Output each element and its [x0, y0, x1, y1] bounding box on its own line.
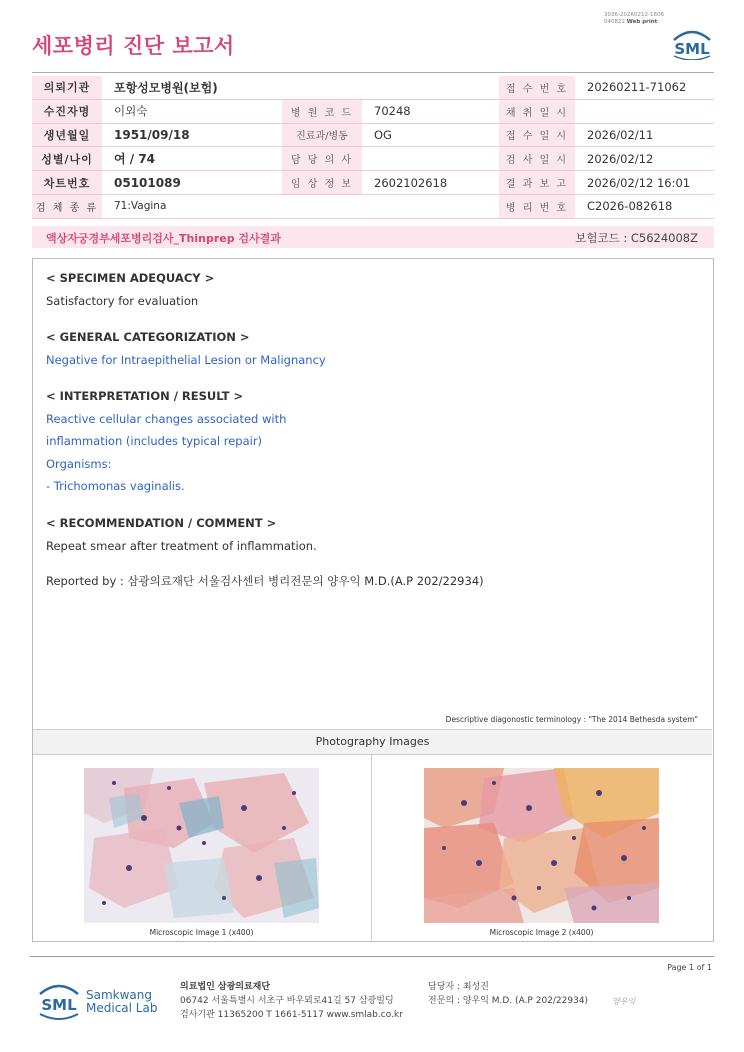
- header-divider: [32, 72, 714, 73]
- info-row: [32, 194, 714, 218]
- sml-footer-logo-icon: [36, 978, 82, 1026]
- label-report-date: 결 과 보 고: [499, 171, 575, 195]
- signature: 양우익: [612, 997, 636, 1006]
- org-name: 의료법인 삼광의료재단: [180, 982, 271, 992]
- terminology-note: Descriptive diagonostic terminology : "The 2014 Bethesda system": [445, 715, 698, 724]
- interpretation-line: - Trichomonas vaginalis.: [46, 479, 185, 493]
- interpretation-heading: < INTERPRETATION / RESULT >: [46, 389, 244, 403]
- insurance-code: 보험코드 : C5624008Z: [575, 231, 698, 245]
- value-birthdate: 1951/09/18: [102, 123, 282, 147]
- info-row: [32, 99, 714, 123]
- print-label: Web print: [626, 19, 658, 25]
- footer-logo-text: SML: [41, 996, 77, 1014]
- label-accession-no: 접 수 번 호: [499, 76, 575, 99]
- brand-name-line2: Medical Lab: [86, 1001, 158, 1015]
- logo-text: SML: [674, 40, 710, 58]
- label-test-date: 검 사 일 시: [499, 147, 575, 171]
- label-patient-name: 수진자명: [32, 99, 102, 123]
- value-accession-no: 20260211-71062: [575, 76, 714, 99]
- value-hospital-code: 70248: [362, 99, 499, 123]
- label-pathology-no: 병 리 번 호: [499, 194, 575, 218]
- value-doctor: [362, 147, 499, 171]
- org-address: 06742 서울특별시 서초구 바우뫼로41길 57 삼광빌딩: [180, 996, 394, 1006]
- label-requester: 의뢰기관: [32, 76, 102, 99]
- recommendation-text: Repeat smear after treatment of inflammation.: [46, 539, 317, 553]
- label-clinical-info: 임 상 정 보: [282, 171, 362, 195]
- image-caption-2: Microscopic Image 2 (x400): [489, 928, 594, 937]
- org-contact: 검사기관 11365200 T 1661-5117 www.smlab.co.kr: [180, 1010, 403, 1020]
- microscopic-image-2: [424, 768, 659, 923]
- footer-org-info: [180, 980, 403, 1022]
- footer-staff-info: [428, 980, 588, 1008]
- footer-brand: [86, 989, 157, 1015]
- label-collection-date: 채 취 일 시: [499, 99, 575, 123]
- value-test-date: 2026/02/12: [575, 147, 714, 171]
- label-department: 진료과/병동: [282, 123, 362, 147]
- brand-name-line1: Samkwang: [86, 988, 152, 1002]
- label-chart-no: 차트번호: [32, 171, 102, 195]
- adequacy-text: Satisfactory for evaluation: [46, 294, 199, 308]
- page-number: Page 1 of 1: [667, 963, 712, 972]
- photo-divider: [371, 754, 372, 940]
- adequacy-heading: < SPECIMEN ADEQUACY >: [46, 271, 215, 285]
- label-specimen-type: 검 체 종 류: [32, 194, 102, 218]
- reported-by: Reported by : 삼광의료재단 서울검사센터 병리전문의 양우익 M.D.(A.P 202/22934): [46, 574, 484, 588]
- specialist: 전문의 : 양우익 M.D. (A.P 202/22934): [428, 996, 589, 1006]
- recommendation-heading: < RECOMMENDATION / COMMENT >: [46, 516, 277, 530]
- sml-logo-icon: [668, 26, 716, 60]
- patient-info-table: [32, 76, 714, 219]
- report-title: 세포병리 진단 보고서: [32, 34, 235, 58]
- category-text: Negative for Intraepithelial Lesion or Malignancy: [46, 353, 326, 367]
- label-sex-age: 성별/나이: [32, 147, 102, 171]
- interpretation-line: inflammation (includes typical repair): [46, 434, 263, 448]
- value-clinical-info: 2602102618: [362, 171, 499, 195]
- value-requester: 포항성모병원(보험): [102, 76, 499, 99]
- info-row: [32, 171, 714, 195]
- value-collection-date: [575, 99, 714, 123]
- print-code-line2: 040822: [604, 19, 625, 25]
- info-row: [32, 123, 714, 147]
- value-patient-name: 이외숙: [102, 99, 282, 123]
- value-pathology-no: C2026-082618: [575, 194, 714, 218]
- exam-title: 액상자궁경부세포병리검사_Thinprep 검사결과: [46, 232, 281, 245]
- label-birthdate: 생년월일: [32, 123, 102, 147]
- interpretation-line: Organisms:: [46, 457, 112, 471]
- photography-header: Photography Images: [33, 729, 712, 755]
- value-chart-no: 05101089: [102, 171, 282, 195]
- manager: 담당자 : 최성진: [428, 982, 489, 992]
- value-sex-age: 여 / 74: [102, 147, 282, 171]
- image-caption-1: Microscopic Image 1 (x400): [149, 928, 254, 937]
- label-hospital-code: 병 원 코 드: [282, 99, 362, 123]
- print-code: [604, 12, 684, 26]
- label-receipt-date: 접 수 일 시: [499, 123, 575, 147]
- value-report-date: 2026/02/12 16:01: [575, 171, 714, 195]
- interpretation-line: Reactive cellular changes associated with: [46, 412, 287, 426]
- info-row: [32, 76, 714, 99]
- footer-divider: [30, 956, 714, 957]
- microscopic-image-1: [84, 768, 319, 923]
- value-specimen-type: 71:Vagina: [102, 194, 499, 218]
- value-receipt-date: 2026/02/11: [575, 123, 714, 147]
- print-code-line1: 3036-20260212-1606: [604, 12, 664, 18]
- label-doctor: 담 당 의 사: [282, 147, 362, 171]
- info-row: [32, 147, 714, 171]
- value-department: OG: [362, 123, 499, 147]
- category-heading: < GENERAL CATEGORIZATION >: [46, 330, 250, 344]
